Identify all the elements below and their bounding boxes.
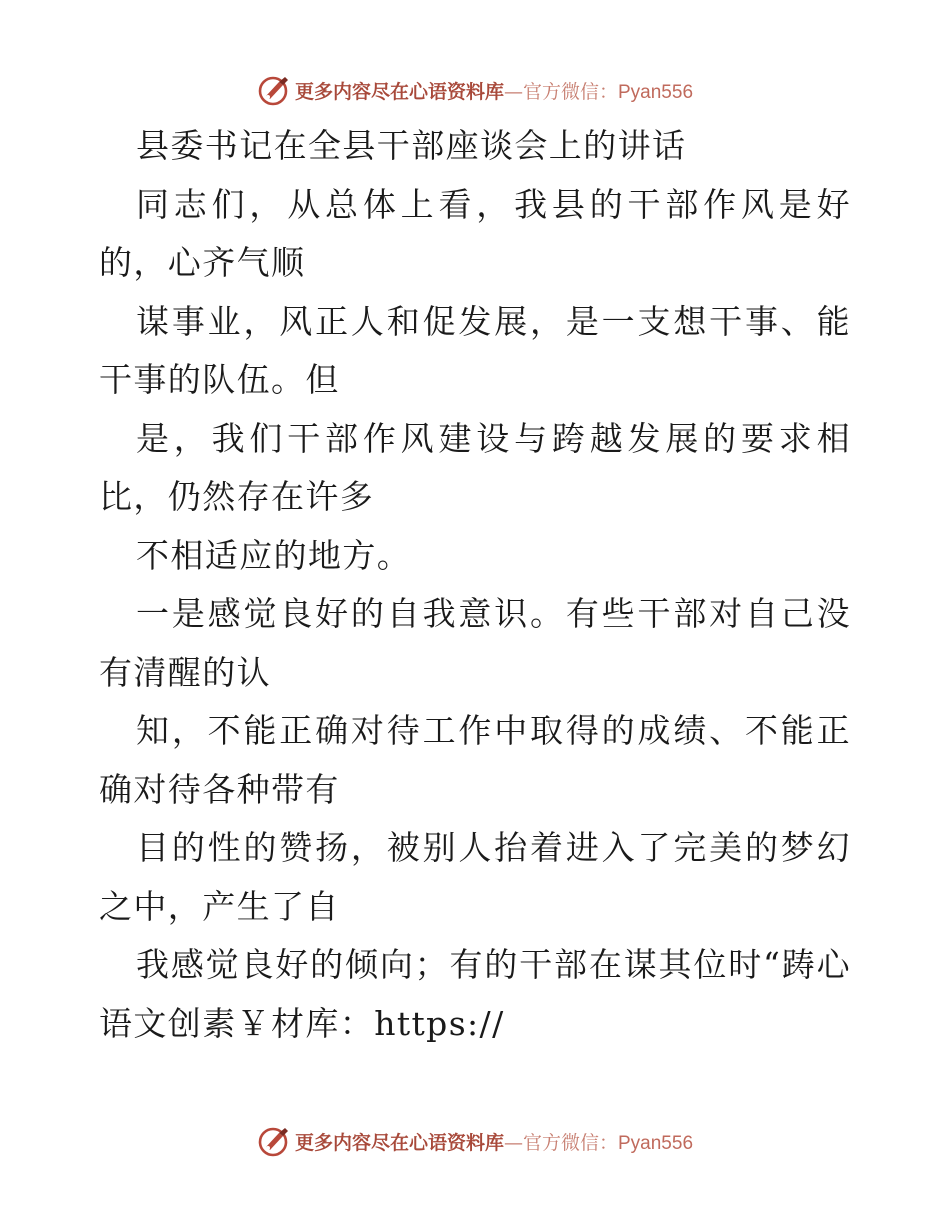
paragraph: 谋事业，风正人和促发展，是一支想干事、能干事的队伍。但: [99, 301, 851, 399]
paragraph: 知，不能正确对待工作中取得的成绩、不能正确对待各种带有: [99, 711, 851, 809]
paragraph: 目的性的赞扬，被别人抬着进入了完美的梦幻之中，产生了自: [99, 828, 851, 926]
watermark-dash: —: [503, 1131, 523, 1154]
paragraph: 不相适应的地方。: [136, 535, 412, 575]
watermark-text: [295, 77, 693, 104]
watermark-dash: —: [503, 80, 523, 103]
ink-pen-seal-icon: [257, 1124, 291, 1158]
watermark-contact: Pyan556: [618, 81, 694, 103]
ink-pen-seal-icon: [257, 73, 291, 107]
watermark-suffix: 官方微信：: [522, 80, 618, 103]
watermark-prefix: 更多内容尽在心语资料库: [294, 1131, 504, 1154]
header-watermark-banner: [0, 70, 950, 110]
watermark-prefix: 更多内容尽在心语资料库: [294, 80, 504, 103]
paragraph: 是，我们干部作风建设与跨越发展的要求相比，仍然存在许多: [99, 418, 851, 516]
watermark-contact: Pyan556: [618, 1132, 694, 1154]
document-body: [99, 117, 851, 1053]
paragraph: 同志们，从总体上看，我县的干部作风是好的，心齐气顺: [99, 184, 851, 282]
footer-watermark-banner: [0, 1121, 950, 1161]
watermark-suffix: 官方微信：: [522, 1131, 618, 1154]
watermark-text: [295, 1128, 693, 1155]
document-title: 县委书记在全县干部座谈会上的讲话: [136, 126, 687, 165]
paragraph: 一是感觉良好的自我意识。有些干部对自己没有清醒的认: [99, 594, 851, 692]
paragraph: 我感觉良好的倾向；有的干部在谋其位时“踌心语文创素￥材库：https://: [99, 945, 851, 1043]
